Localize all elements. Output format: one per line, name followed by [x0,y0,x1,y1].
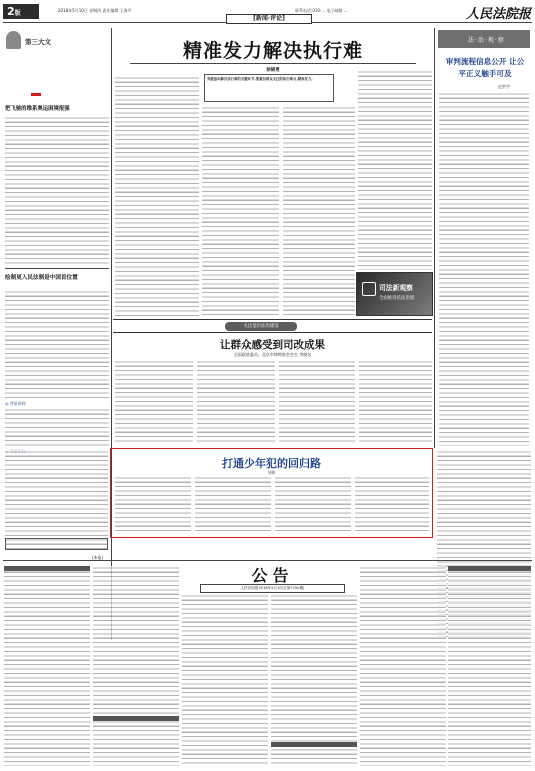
notice-col-2 [93,566,179,766]
notice-header-bar-1 [4,566,90,571]
mid-banner-label-box [225,322,297,331]
notice-col-1 [4,566,90,766]
promo-icon [362,282,376,296]
notice-col-4 [271,594,357,766]
main-intro: 突破基本解决执行难的关键环节,要紧扣群众关注的执行难点,精准发力。 [207,77,315,81]
main-body-col-3 [283,106,355,316]
right-tag: 法·治·观·察 [468,37,505,44]
right-headline: 审判流程信息公开 让公平正义触手可及 [445,57,525,78]
juvenile-col-4 [355,476,429,534]
left-red-marker [31,93,41,96]
notice-col-5 [360,566,446,766]
right-byline: 史洪宇 [498,84,510,89]
columnist-avatar [6,31,21,49]
left-body-3 [5,408,109,446]
bottom-tag: (本报) [92,555,104,560]
notice-col-3 [182,594,268,766]
promo-line-1: 司法新观察 [379,284,413,292]
column-tag: 第三大文 [25,38,51,46]
main-body-col-4 [358,70,432,270]
left-headline-1: 把飞驰的维系奥运困境报强 [5,106,70,112]
contact-line: 联系电话:010-... 电子邮箱 ... [295,8,348,13]
mid-banner [113,319,432,333]
juvenile-col-2 [195,476,271,534]
issue-info-line: 2018年5月10日 星期四 责任编辑 王海平 [58,8,132,13]
left-body-1 [5,116,109,264]
section-tag: [新闻·评论] [226,14,312,24]
second-article-col-2 [197,360,275,444]
second-article-col-3 [279,360,355,444]
main-intro-box [204,74,334,102]
left-lower-body [5,450,108,550]
notice-col-6 [448,566,531,766]
mid-banner-label: 关注基层法治建设 [243,324,279,329]
notice-header-bar-2 [448,566,531,571]
right-column [436,28,532,448]
left-lower-box [5,538,108,550]
second-article-byline: 全国政协委员、北京市律师协会会长 李晓东 [233,352,312,357]
announcement-top-rule [3,560,532,561]
notice-header-bar-4 [271,742,357,747]
juvenile-article-byline: 刘伟 [267,470,276,475]
paper-name: 人民法院报 [466,7,532,22]
right-body [439,92,529,446]
main-byline: 徐锦勇 [266,68,280,73]
second-article-title: 让群众感受到司改成果 [220,339,325,351]
right-tag-banner [438,30,530,48]
juvenile-article-title: 打通少年犯的回归路 [222,457,321,470]
main-body-col-2 [202,106,279,316]
promo-box [356,272,433,316]
left-headline-2: 绘制更入民法制是中国首位置 [5,275,78,281]
second-article-col-1 [115,360,193,444]
left-column [3,28,110,458]
notice-header-bar-3 [93,716,179,721]
promo-line-2: 全面推进依法治国 [379,296,415,301]
main-right-rule [434,28,435,448]
main-title: 精准发力解决执行难 [182,40,363,62]
second-article-col-4 [359,360,432,444]
left-body-2 [5,290,109,398]
page-number [3,4,39,19]
page-number-value: 2 [7,5,15,18]
left-note-1: ◎ 背景资料 [5,401,26,406]
page-suffix: 版 [14,10,21,17]
juvenile-col-1 [115,476,191,534]
announcement-subtitle: 人民法院报2018年5月10日(第7250期) [200,584,345,593]
announcement-title: 公告 [251,566,294,585]
left-vertical-rule [111,28,112,640]
left-divider-1 [5,268,109,269]
main-body-col-1 [115,76,199,316]
main-title-rule [130,63,416,64]
juvenile-article-box [110,448,433,538]
juvenile-col-3 [275,476,351,534]
